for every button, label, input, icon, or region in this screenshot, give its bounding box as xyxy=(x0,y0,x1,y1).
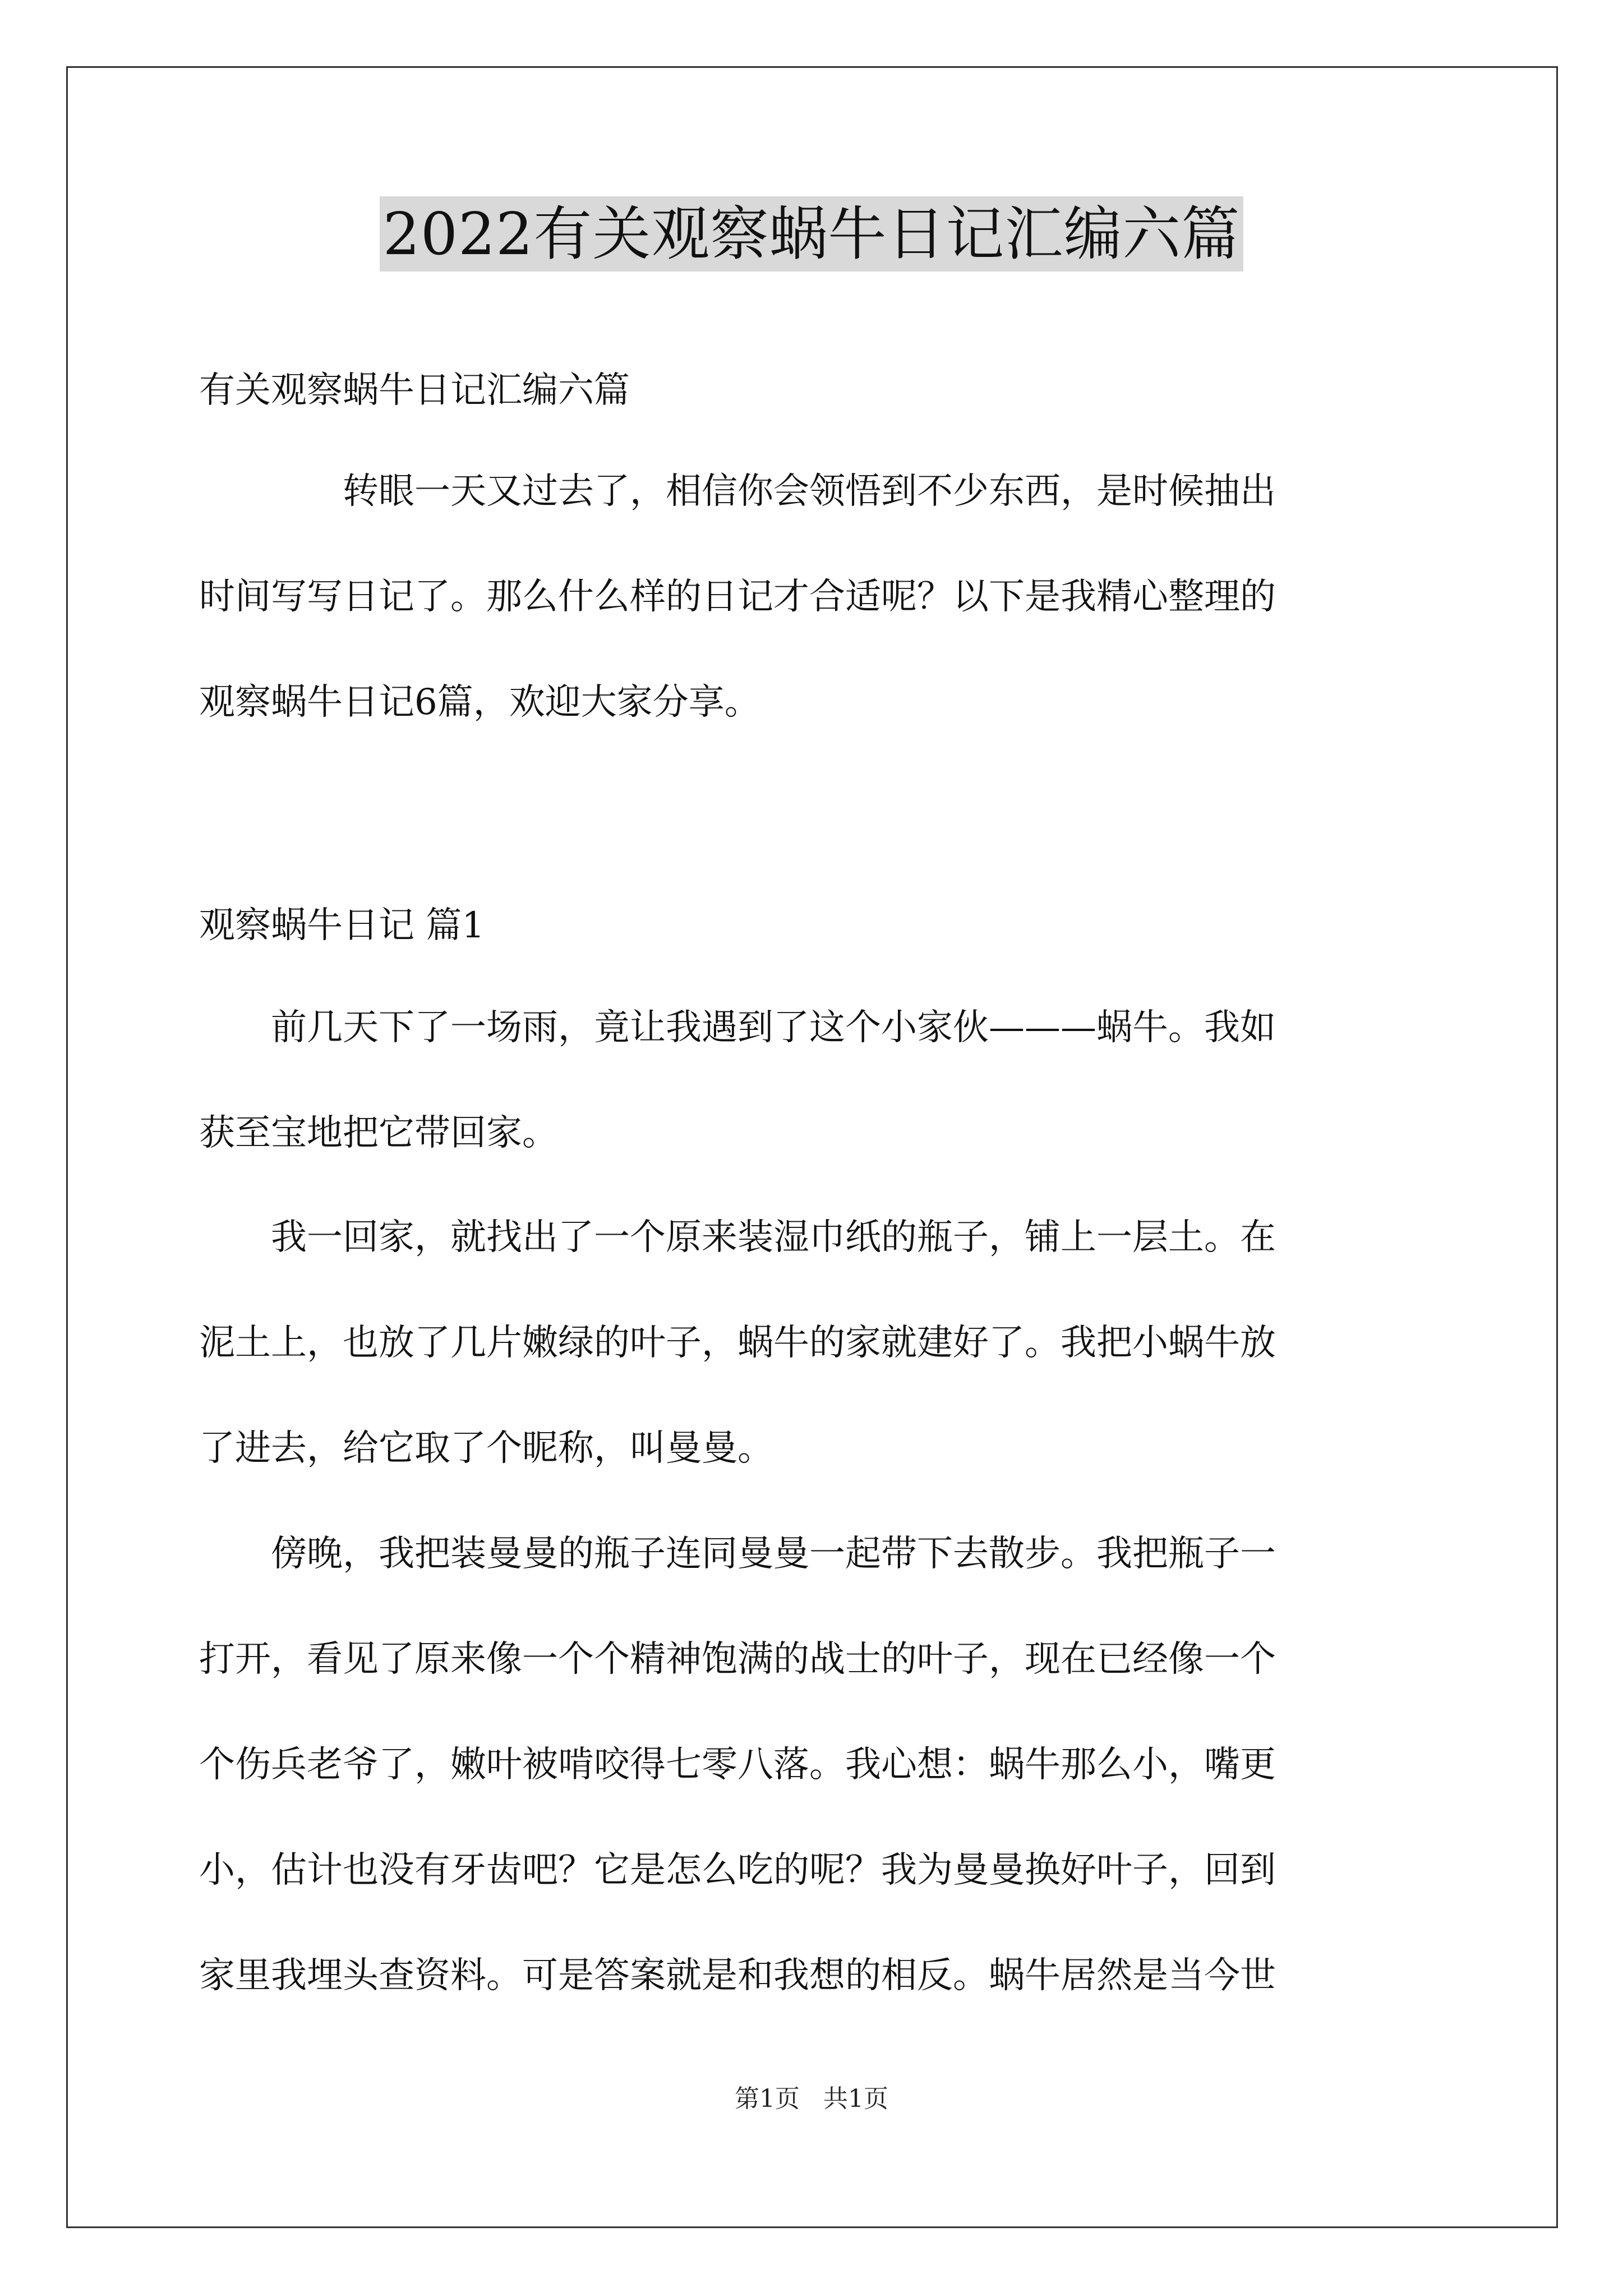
paragraph-line: 泥土上，也放了几片嫩绿的叶子，蜗牛的家就建好了。我把小蜗牛放 xyxy=(199,1322,1276,1364)
paragraph-2 xyxy=(199,1185,1433,1501)
intro-line: 观察蜗牛日记6篇，欢迎大家分享。 xyxy=(199,682,760,723)
paragraph-line: 小，估计也没有牙齿吧？它是怎么吃的呢？我为曼曼换好叶子，回到 xyxy=(199,1849,1276,1891)
paragraph-line: 前几天下了一场雨，竟让我遇到了这个小家伙———蜗牛。我如 xyxy=(199,1007,1276,1048)
intro-line: 转眼一天又过去了，相信你会领悟到不少东西，是时候抽出 xyxy=(199,471,1276,512)
section-heading xyxy=(199,873,1433,978)
paragraph-line: 获至宝地把它带回家。 xyxy=(199,1112,558,1154)
document-subtitle xyxy=(199,338,1433,443)
intro-line: 时间写写日记了。那么什么样的日记才合适呢？以下是我精心整理的 xyxy=(199,576,1276,618)
subtitle-line: 有关观察蜗牛日记汇编六篇 xyxy=(199,370,630,411)
paragraph-line: 我一回家，就找出了一个原来装湿巾纸的瓶子，铺上一层土。在 xyxy=(199,1217,1276,1258)
title-container xyxy=(0,196,1623,272)
paragraph-3 xyxy=(199,1501,1433,2028)
paragraph-line: 打开，看见了原来像一个个精神饱满的战士的叶子，现在已经像一个 xyxy=(199,1639,1276,1680)
intro-paragraph xyxy=(199,439,1433,755)
paragraph-line: 个伤兵老爷了，嫩叶被啃咬得七零八落。我心想：蜗牛那么小，嘴更 xyxy=(199,1744,1276,1786)
paragraph-line: 傍晚，我把装曼曼的瓶子连同曼曼一起带下去散步。我把瓶子一 xyxy=(199,1533,1276,1575)
section-heading-text: 观察蜗牛日记 篇1 xyxy=(199,905,485,946)
page-footer xyxy=(0,2082,1623,2116)
paragraph-1 xyxy=(199,975,1433,1186)
page-total: 共1页 xyxy=(823,2085,888,2113)
paragraph-line: 家里我埋头查资料。可是答案就是和我想的相反。蜗牛居然是当今世 xyxy=(199,1955,1276,1996)
paragraph-line: 了进去，给它取了个昵称，叫曼曼。 xyxy=(199,1428,773,1469)
document-title: 2022有关观察蜗牛日记汇编六篇 xyxy=(380,196,1244,272)
page-number: 第1页 xyxy=(735,2085,800,2113)
